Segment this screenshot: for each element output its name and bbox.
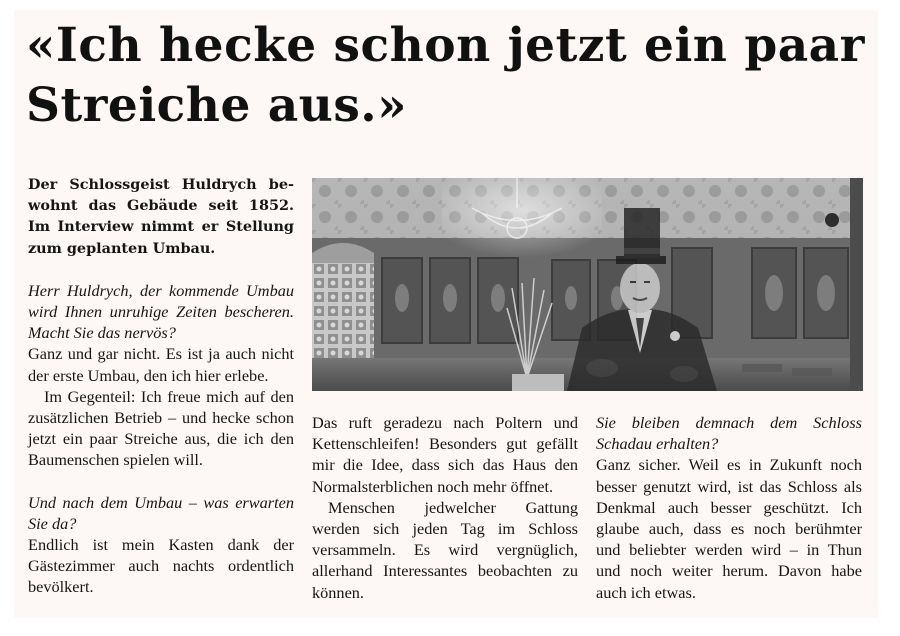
article-lead: Der Schlossgeist Huldrych bewohnt das Gebäude seit 1852. Im Interview nimmt er Stellung zum geplanten Umbau. [28,176,294,257]
column-2 [312,412,578,603]
answer-2-paragraph-2: Das ruft geradezu nach Poltern und Kettenschleifen! Besonders gut gefällt mir die Idee, dass sich das Haus den Normalsterblichen noch mehr öffnet. [312,413,578,496]
question-1: Herr Huldrych, der kommende Umbau wird Ihnen unruhige Zeiten bescheren. Macht Sie das nervös? [28,280,294,343]
column-3 [596,412,862,603]
answer-1-paragraph-1: Ganz und gar nicht. Es ist ja auch nicht der erste Umbau, den ich hier erlebe. [28,344,294,385]
ghost-in-salon-image [312,178,863,391]
answer-2-paragraph-1: Endlich ist mein Kasten dank der Gästezimmer auch nachts ordentlich bevölkert. [28,535,294,597]
answer-2-paragraph-3: Menschen jedwelcher Gattung werden sich jeden Tag im Schloss versammeln. Es wird vergnüglich, allerhand Interessantes beobachten zu können. [312,497,578,602]
question-3: Sie bleiben demnach dem Schloss Schadau erhalten? [596,413,862,454]
question-2: Und nach dem Umbau – was erwarten Sie da? [28,492,294,533]
column-1 [28,174,294,598]
article-photo [312,178,863,391]
answer-1-paragraph-2: Im Gegenteil: Ich freue mich auf den zusätzlichen Betrieb – und hecke schon jetzt ein paar Streiche aus, die ich den Baumenschen spielen will. [28,386,294,470]
answer-3-paragraph-1: Ganz sicher. Weil es in Zukunft noch besser genutzt wird, ist das Schloss als Denkmal auch besser geschützt. Ich glaube auch, dass es noch berühmter und beliebter werden wird – in Thun und noch weiter herum. Davon habe auch ich etwas. [596,455,862,602]
article-headline: «Ich hecke schon jetzt ein paar Streiche aus.» [26,18,865,133]
